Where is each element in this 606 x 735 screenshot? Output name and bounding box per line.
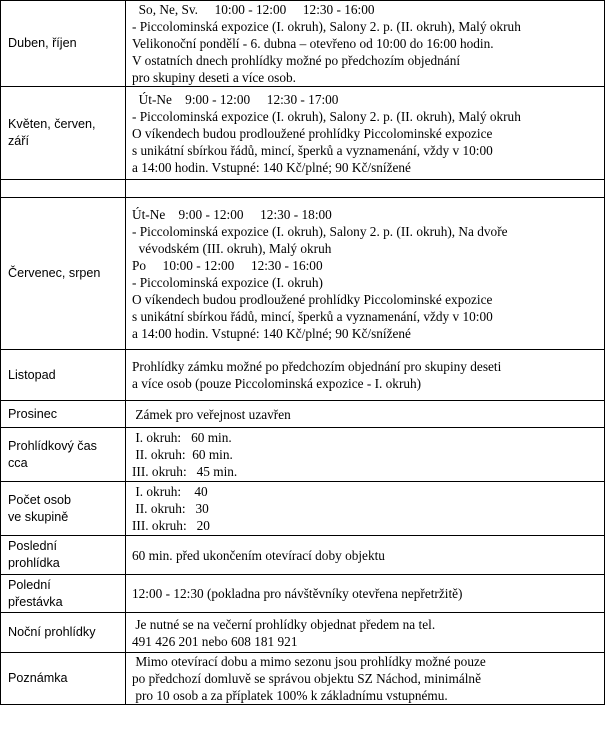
value-line: po předchozí domluvě se správou objektu SZ Náchod, minimálně	[132, 671, 481, 686]
row-label	[1, 536, 126, 575]
row-value	[126, 428, 605, 482]
label-line: Prohlídkový čas	[8, 438, 97, 453]
row-label	[1, 653, 126, 705]
row-label	[1, 575, 126, 613]
row-april-october	[1, 1, 605, 87]
value-line: Velikonoční pondělí - 6. dubna – otevřeno od 10:00 do 16:00 hodin.	[132, 36, 494, 51]
value-line: Út-Ne 9:00 - 12:00 12:30 - 17:00	[132, 91, 339, 107]
label-line: Květen, červen,	[8, 117, 96, 131]
value-line: II. okruh: 30	[132, 501, 209, 516]
row-tour-duration	[1, 428, 605, 482]
value-line: - Piccolominská expozice (I. okruh)	[132, 274, 323, 290]
value-line: II. okruh: 60 min.	[132, 447, 233, 462]
row-label	[1, 350, 126, 401]
value-line: a 14:00 hodin. Vstupné: 140 Kč/plné; 90 Kč/snížené	[132, 325, 411, 341]
row-value	[126, 575, 605, 613]
label-line: Listopad	[8, 367, 56, 382]
value-line: Út-Ne 9:00 - 12:00 12:30 - 18:00	[132, 206, 332, 222]
row-label	[1, 428, 126, 482]
label-line: Noční prohlídky	[8, 625, 96, 639]
label-line: Prosinec	[8, 406, 57, 421]
value-line: Zámek pro veřejnost uzavřen	[132, 406, 291, 422]
label-line: Duben, říjen	[8, 36, 77, 50]
row-label	[1, 1, 126, 87]
value-line: So, Ne, Sv. 10:00 - 12:00 12:30 - 16:00	[132, 2, 375, 17]
row-value	[126, 350, 605, 401]
value-line: pro skupiny deseti a více osob.	[132, 70, 296, 85]
row-label	[1, 198, 126, 350]
value-line: Po 10:00 - 12:00 12:30 - 16:00	[132, 257, 323, 273]
row-group-size	[1, 482, 605, 536]
value-line: Prohlídky zámku možné po předchozím objednání pro skupiny deseti	[132, 359, 502, 374]
label-line	[8, 180, 125, 197]
row-lunch-break	[1, 575, 605, 613]
row-value	[126, 613, 605, 653]
label-line: cca	[8, 455, 28, 470]
row-november	[1, 350, 605, 401]
label-line: Červenec, srpen	[8, 266, 101, 280]
value-line: a 14:00 hodin. Vstupné: 140 Kč/plné; 90 Kč/snížené	[132, 159, 411, 175]
row-spacer	[1, 180, 605, 198]
row-value	[126, 653, 605, 705]
row-value	[126, 401, 605, 428]
value-line: 12:00 - 12:30 (pokladna pro návštěvníky otevřena nepřetržitě)	[132, 586, 463, 601]
value-line: V ostatních dnech prohlídky možné po předchozím objednání	[132, 53, 461, 68]
row-value	[126, 87, 605, 180]
label-line: září	[8, 134, 29, 148]
label-line: prohlídka	[8, 556, 60, 570]
value-line: I. okruh: 60 min.	[132, 430, 232, 445]
label-line: přestávka	[8, 594, 63, 609]
value-line: a více osob (pouze Piccolominská expozice - I. okruh)	[132, 376, 422, 391]
row-december	[1, 401, 605, 428]
value-line: I. okruh: 40	[132, 484, 208, 499]
value-line: O víkendech budou prodloužené prohlídky Piccolominské expozice	[132, 125, 493, 141]
row-value	[126, 198, 605, 350]
row-july-august	[1, 198, 605, 350]
value-line: Je nutné se na večerní prohlídky objednat předem na tel.	[132, 616, 436, 632]
value-line: - Piccolominská expozice (I. okruh), Salony 2. p. (II. okruh), Malý okruh	[132, 19, 521, 34]
value-line: O víkendech budou prodloužené prohlídky Piccolominské expozice	[132, 291, 493, 307]
value-line: Mimo otevírací dobu a mimo sezonu jsou prohlídky možné pouze	[132, 654, 486, 669]
row-label	[1, 482, 126, 536]
value-line: s unikátní sbírkou řádů, mincí, šperků a vyznamenání, vždy v 10:00	[132, 142, 493, 158]
value-line: - Piccolominská expozice (I. okruh), Salony 2. p. (II. okruh), Malý okruh	[132, 108, 521, 124]
label-line: Poslední	[8, 539, 58, 553]
row-label	[1, 87, 126, 180]
value-line: 60 min. před ukončením otevírací doby objektu	[132, 547, 385, 563]
label-line: Počet osob	[8, 492, 72, 507]
row-value	[126, 1, 605, 87]
row-may-june-september	[1, 87, 605, 180]
value-line: III. okruh: 20	[132, 518, 210, 533]
label-line: ve skupině	[8, 509, 69, 524]
value-line: 491 426 201 nebo 608 181 921	[132, 633, 298, 649]
label-line: Polední	[8, 577, 51, 592]
row-label	[1, 613, 126, 653]
value-line: - Piccolominská expozice (I. okruh), Salony 2. p. (II. okruh), Na dvoře	[132, 223, 508, 239]
row-last-tour	[1, 536, 605, 575]
value-line: s unikátní sbírkou řádů, mincí, šperků a vyznamenání, vždy v 10:00	[132, 308, 493, 324]
value-line: pro 10 osob a za příplatek 100% k základnímu vstupnému.	[132, 688, 448, 703]
row-value	[126, 536, 605, 575]
row-night-tours	[1, 613, 605, 653]
row-note	[1, 653, 605, 705]
row-value	[126, 180, 605, 198]
value-line: vévodském (III. okruh), Malý okruh	[132, 240, 332, 256]
row-label	[1, 180, 126, 198]
label-line: Poznámka	[8, 671, 68, 685]
row-label	[1, 401, 126, 428]
value-line: III. okruh: 45 min.	[132, 464, 238, 479]
row-value	[126, 482, 605, 536]
value-line	[132, 180, 600, 197]
